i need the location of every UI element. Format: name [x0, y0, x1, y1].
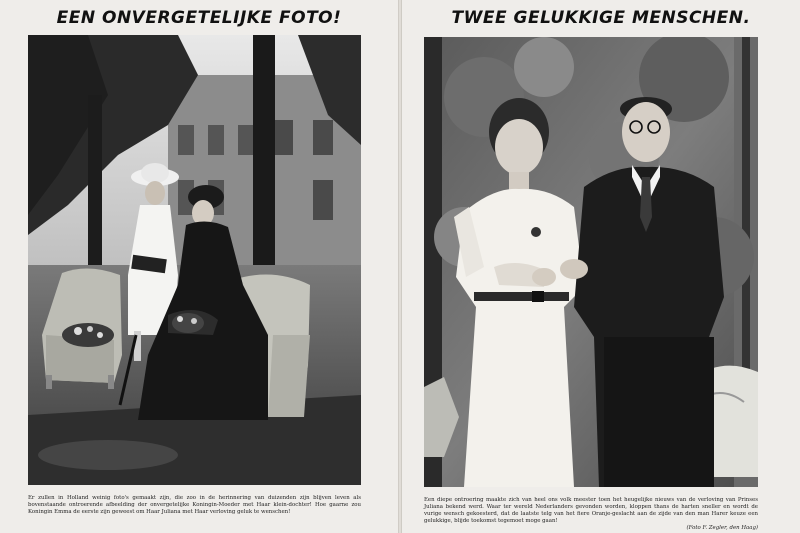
- right-page-title: TWEE GELUKKIGE MENSCHEN.: [451, 8, 751, 28]
- photo-credit: (Foto F. Zegler, den Haag): [686, 525, 758, 532]
- right-photo-caption: [424, 497, 758, 532]
- left-page-title: EEN ONVERGETELIJKE FOTO!: [56, 8, 342, 28]
- left-page: [0, 0, 398, 533]
- right-page: [402, 0, 800, 533]
- left-caption-text: Er zullen in Holland weinig foto's gemaakt zijn, die zoo in de herinnering van duizenden zijn blijven leven als bovenstaande ontroerende afbeelding der onvergetelijke Koningin-Moeder met Haar klein-dochter! Hoe gaarne zou Koningin Emma de eerste zijn geweest om Haar Juliana met Haar verloving geluk te wenschen!: [28, 495, 361, 516]
- left-photo-caption: [28, 495, 361, 516]
- queen-emma-granddaughter-photo: [28, 35, 361, 485]
- engaged-couple-photo: [424, 37, 758, 487]
- right-caption-text: Een diepe ontroering maakte zich van heel ons volk meester toen het heugelijke nieuws van de verloving van Prinses Juliana bekend werd. Waar ter wereld Nederlanders gevonden worden, kloppen thans de harten sneller en wordt de vurige wensch gekoesterd, dat de laatste telg van het fiere Oranje-geslacht aan de zijde van den man Harer keuze een gelukkige, blijde toekomst tegemoet moge gaan!: [424, 497, 758, 525]
